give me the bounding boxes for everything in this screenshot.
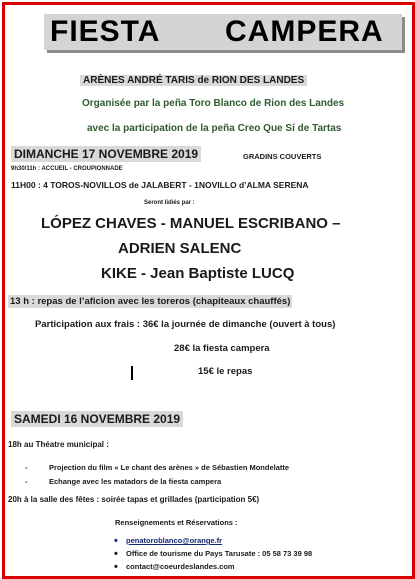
- page-border: [2, 2, 415, 579]
- toreros-line-1: LÓPEZ CHAVES - MANUEL ESCRIBANO –: [41, 215, 341, 232]
- venue-line: ARÈNES ANDRÉ TARIS de RION DES LANDES: [80, 75, 307, 86]
- toreros-line-3: KIKE - Jean Baptiste LUCQ: [101, 265, 295, 282]
- saturday-heading: SAMEDI 16 NOVEMBRE 2019: [11, 411, 183, 427]
- text-cursor: [131, 366, 133, 380]
- saturday-item-1: - Projection du film « Le chant des arènes » de Sébastien Mondelatte: [49, 463, 289, 472]
- theatre-line: 18h au Théatre municipal :: [8, 440, 109, 449]
- corrida-line: 11H00 : 4 TOROS-NOVILLOS de JALABERT - 1NOVILLO d’ALMA SERENA: [11, 180, 309, 190]
- seront-line: Seront lidiés par :: [144, 200, 195, 206]
- event-title: [44, 14, 402, 50]
- frais-line-2: 28€ la fiesta campera: [174, 343, 270, 354]
- participation-line: avec la participation de la peña Creo Que Sí de Tartas: [87, 123, 342, 134]
- toreros-line-2: ADRIEN SALENC: [118, 240, 242, 257]
- organised-line: Organisée par la peña Toro Blanco de Rion des Landes: [82, 98, 345, 109]
- repas-line: 13 h : repas de l’aficion avec les toreros (chapiteaux chauffés): [10, 296, 291, 307]
- accueil-line: 9h30/11h : ACCUEIL - CROUPIONNADE: [11, 166, 123, 172]
- contact-heading: Renseignements et Réservations :: [115, 518, 238, 527]
- frais-line-1: Participation aux frais : 36€ la journée de dimanche (ouvert à tous): [35, 319, 336, 330]
- gradins-note: GRADINS COUVERTS: [243, 152, 322, 161]
- sunday-heading: DIMANCHE 17 NOVEMBRE 2019: [11, 146, 201, 162]
- title-right: CAMPERA: [225, 15, 384, 48]
- contact-email[interactable]: • contact@coeurdeslandes.com: [126, 562, 235, 571]
- title-left: FIESTA: [50, 15, 161, 48]
- saturday-item-2: - Echange avec les matadors de la fiesta campera: [49, 477, 221, 486]
- frais-line-3: 15€ le repas: [198, 366, 253, 377]
- soiree-line: 20h à la salle des fêtes : soirée tapas et grillades (participation 5€): [8, 495, 260, 504]
- office-line: • Office de tourisme du Pays Tarusate : 05 58 73 39 98: [126, 549, 312, 558]
- email-link[interactable]: • penatoroblanco@orange.fr: [126, 536, 222, 545]
